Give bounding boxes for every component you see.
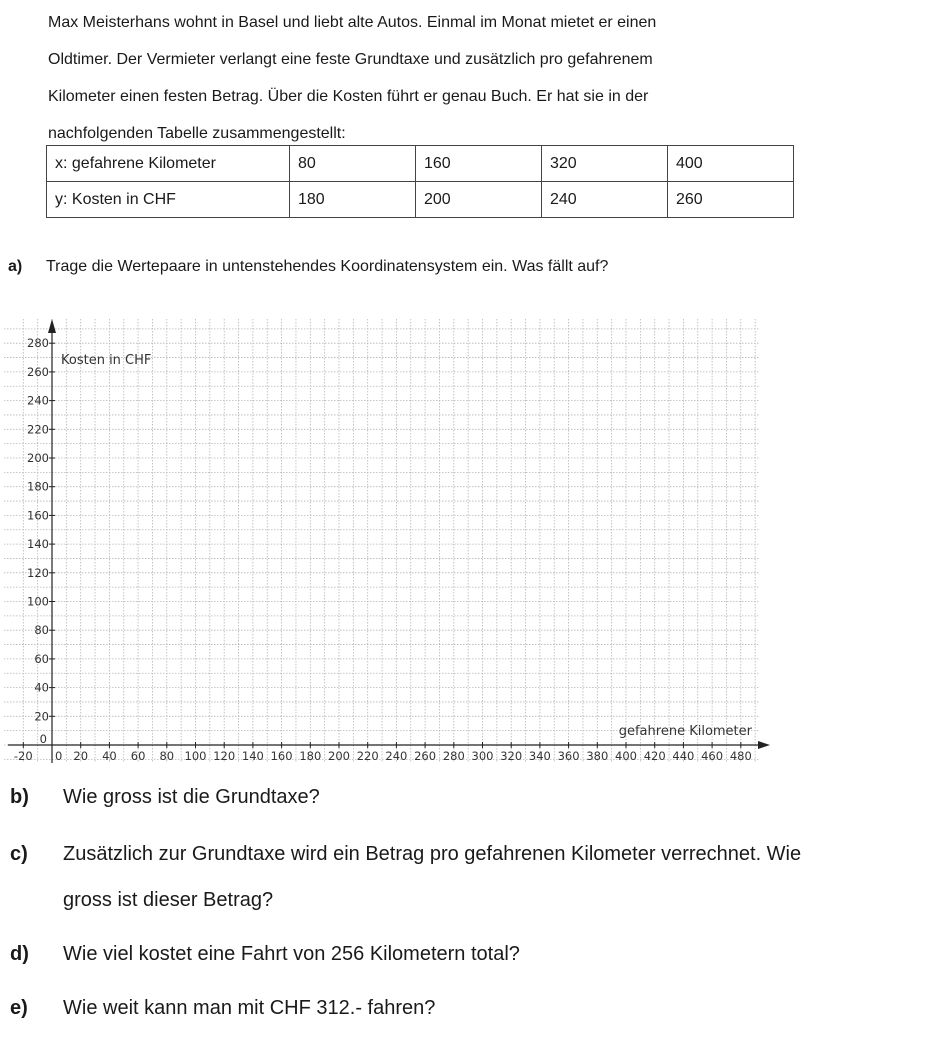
y-tick-label: 40 [34,680,49,695]
x-tick-label: 140 [241,749,264,763]
y-tick-label: 200 [27,451,49,465]
origin-label: 0 [39,732,47,746]
x-tick-label: 200 [328,749,350,763]
table-row-label: y: Kosten in CHF [47,182,290,218]
x-tick-label: 340 [528,749,551,763]
x-axis-arrow [758,741,770,749]
x-tick-label: 40 [102,749,117,763]
y-tick-label: 20 [34,709,49,724]
x-tick-label: 260 [414,749,437,763]
x-tick-label: 100 [184,749,207,763]
y-axis-title: Kosten in CHF [61,353,152,368]
question-text: Wie weit kann man mit CHF 312.- fahren? [63,997,436,1019]
intro-line: Kilometer einen festen Betrag. Über die Kosten führt er genau Buch. Er hat sie in der [48,88,649,105]
x-tick-label: -20 [13,749,33,763]
intro-line: Max Meisterhans wohnt in Basel und liebt alte Autos. Einmal im Monat mietet er einen [48,14,657,31]
y-tick-label: 280 [27,336,49,351]
x-tick-label: 380 [586,749,609,763]
coordinate-system [0,305,950,780]
y-tick-label: 160 [27,508,49,523]
question-letter: b) [10,786,29,808]
y-tick-label: 60 [34,651,49,666]
x-tick-label: 280 [442,749,465,763]
x-tick-label: 420 [643,749,666,763]
x-tick-label: 220 [356,749,379,763]
x-tick-label: 160 [270,749,293,763]
question-text: gross ist dieser Betrag? [63,889,274,911]
x-tick-label: 120 [213,749,236,763]
question-text: Wie gross ist die Grundtaxe? [63,786,320,808]
table-cell: 80 [290,146,416,182]
question-text: Zusätzlich zur Grundtaxe wird ein Betrag pro gefahrenen Kilometer verrechnet. Wie [63,843,802,865]
task-letter: a) [8,258,23,275]
x-tick-label: 20 [73,749,89,763]
x-tick-label: 80 [159,749,175,763]
y-tick-label: 140 [27,537,49,552]
table-cell: 400 [668,146,794,182]
intro-line: Oldtimer. Der Vermieter verlangt eine feste Grundtaxe und zusätzlich pro gefahrenem [48,51,653,68]
table-cell: 200 [416,182,542,218]
x-tick-label: 460 [701,749,724,763]
table-cell: 260 [668,182,794,218]
intro-text [48,4,808,152]
y-tick-label: 100 [27,594,49,609]
table-row [47,146,794,182]
x-tick-label: 320 [500,749,523,763]
question-letter: d) [10,943,29,965]
x-tick-label: 480 [729,749,752,763]
x-tick-label: 240 [385,749,408,763]
x-tick-label: 60 [130,749,146,763]
y-tick-label: 260 [27,364,49,379]
x-tick-label: 440 [672,749,695,763]
x-tick-label: 0 [55,749,63,763]
task-text: Trage die Wertepaare in untenstehendes Koordinatensystem ein. Was fällt auf? [46,258,609,275]
y-axis-arrow [48,319,56,333]
y-tick-label: 240 [27,393,49,408]
table-row-label: x: gefahrene Kilometer [47,146,290,182]
x-tick-label: 360 [557,749,580,763]
x-tick-label: 400 [615,749,637,763]
table-row [47,182,794,218]
y-tick-label: 180 [27,479,49,494]
task-a [8,258,608,276]
question-letter: e) [10,997,28,1019]
y-tick-label: 220 [27,422,49,437]
table-cell: 240 [542,182,668,218]
value-table [46,145,794,218]
x-tick-label: 300 [471,749,494,763]
x-axis-title: gefahrene Kilometer [618,724,752,739]
intro-line: nachfolgenden Tabelle zusammengestellt: [48,125,346,142]
x-tick-label: 180 [299,749,322,763]
table-cell: 160 [416,146,542,182]
question-letter: c) [10,843,28,865]
table-cell: 320 [542,146,668,182]
question-text: Wie viel kostet eine Fahrt von 256 Kilometern total? [63,943,520,965]
y-tick-label: 120 [27,565,49,580]
y-tick-label: 80 [34,623,49,638]
table-cell: 180 [290,182,416,218]
